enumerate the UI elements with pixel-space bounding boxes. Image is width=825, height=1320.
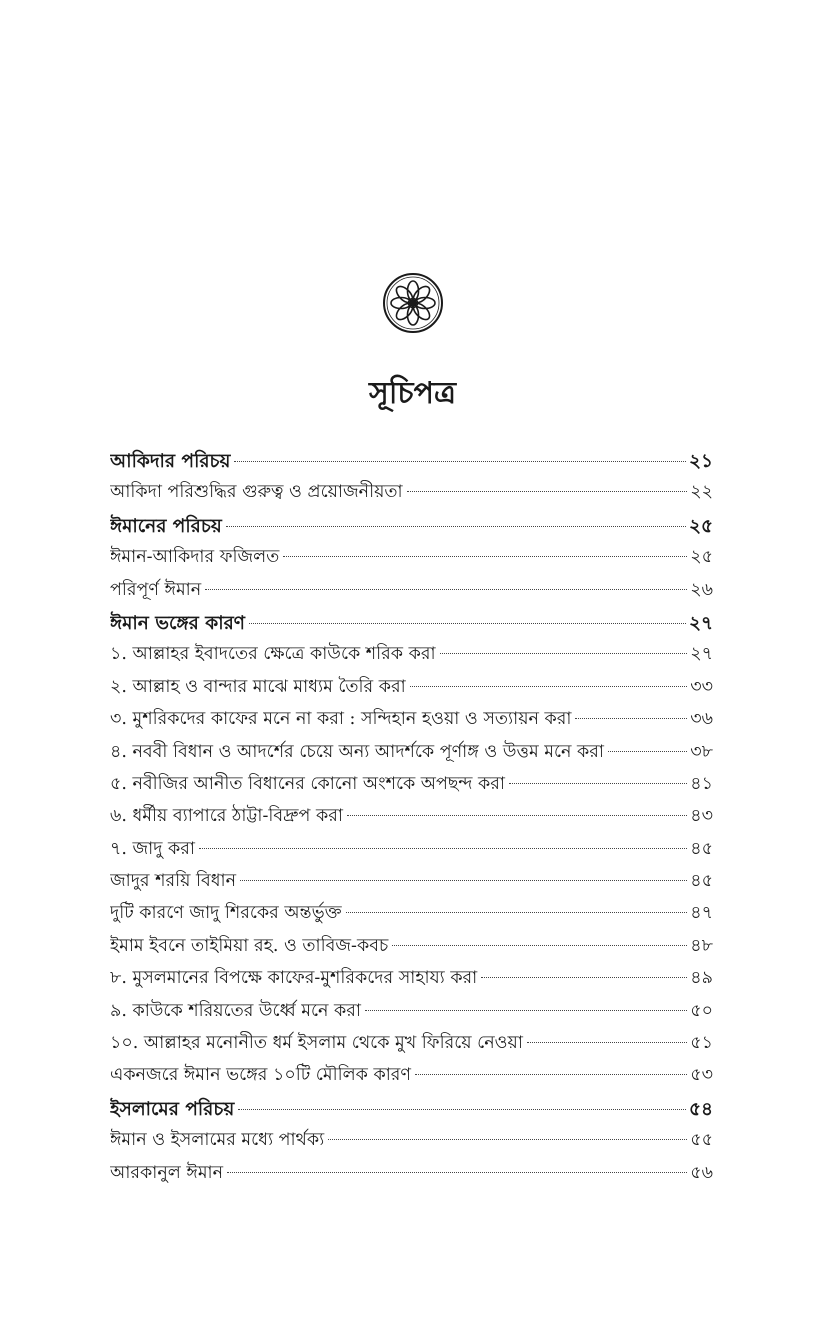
toc-page-number: ২২	[690, 482, 713, 503]
toc-entry-row	[110, 965, 713, 997]
toc-dot-leader	[249, 623, 686, 624]
toc-entry-row	[110, 836, 713, 868]
toc-page-number: ৫৫	[690, 1130, 713, 1151]
toc-page-number: ৫৪	[688, 1098, 713, 1120]
toc-page-number: ৩৮	[690, 741, 713, 762]
toc-page-number: ৩৬	[690, 709, 713, 730]
toc-page-number: ৪৫	[690, 838, 713, 859]
toc-entry-title: পরিপূর্ণ ঈমান	[110, 579, 202, 600]
toc-entry-title: ৩. মুশরিকদের কাফের মনে না করা : সন্দিহান হওয়া ও সত্যায়ন করা	[110, 709, 572, 730]
toc-entry-row	[110, 1030, 713, 1062]
toc-entry-title: ১. আল্লাহর ইবাদতের ক্ষেত্রে কাউকে শরিক করা	[110, 644, 436, 665]
toc-dot-leader	[226, 526, 686, 527]
toc-page-number: ৫৩	[690, 1065, 713, 1086]
toc-section-row	[110, 447, 713, 479]
toc-entry-row	[110, 577, 713, 609]
toc-page-number: ৪৫	[690, 871, 713, 892]
toc-entry-row	[110, 998, 713, 1030]
toc-dot-leader	[240, 880, 687, 881]
toc-entry-title: ৯. কাউকে শরিয়তের উর্ধ্বে মনে করা	[110, 1000, 361, 1021]
toc-entry-title: ঈমানের পরিচয়	[110, 515, 222, 537]
toc-entry-title: দুটি কারণে জাদু শিরকের অন্তর্ভুক্ত	[110, 903, 342, 924]
toc-dot-leader	[481, 977, 687, 978]
toc-entry-title: ২. আল্লাহ ও বান্দার মাঝে মাধ্যম তৈরি করা	[110, 676, 406, 697]
toc-entry-row	[110, 479, 713, 511]
toc-entry-row	[110, 1062, 713, 1094]
toc-dot-leader	[509, 783, 687, 784]
toc-page-number: ২৭	[688, 612, 713, 634]
toc-entry-row	[110, 771, 713, 803]
toc-section-row	[110, 1095, 713, 1127]
toc-entry-title: ৮. মুসলমানের বিপক্ষে কাফের-মুশরিকদের সাহায্য করা	[110, 968, 478, 989]
toc-dot-leader	[407, 491, 688, 492]
table-of-contents	[110, 447, 713, 1192]
toc-entry-title: ১০. আল্লাহর মনোনীত ধর্ম ইসলাম থেকে মুখ ফিরিয়ে নেওয়া	[110, 1033, 523, 1054]
flower-rosette-icon	[382, 272, 444, 334]
toc-page-number: ৫৬	[690, 1162, 713, 1183]
toc-dot-leader	[575, 718, 687, 719]
toc-dot-leader	[440, 653, 688, 654]
toc-page-number: ৫০	[690, 1000, 713, 1021]
toc-dot-leader	[347, 815, 687, 816]
toc-entry-title: ৪. নববী বিধান ও আদর্শের চেয়ে অন্য আদর্শকে পূর্ণাঙ্গ ও উত্তম মনে করা	[110, 741, 604, 762]
toc-dot-leader	[392, 945, 687, 946]
toc-dot-leader	[415, 1074, 687, 1075]
toc-page-number: ২৬	[690, 579, 713, 600]
toc-dot-leader	[410, 686, 688, 687]
toc-dot-leader	[365, 1010, 687, 1011]
toc-page-number: ৫১	[690, 1033, 713, 1054]
toc-entry-title: ইমাম ইবনে তাইমিয়া রহ. ও তাবিজ-কবচ	[110, 935, 389, 956]
toc-entry-row	[110, 868, 713, 900]
toc-page-number: ২৭	[690, 644, 713, 665]
toc-dot-leader	[283, 556, 687, 557]
toc-section-row	[110, 609, 713, 641]
toc-entry-row	[110, 900, 713, 932]
toc-entry-title: ইসলামের পরিচয়	[110, 1098, 235, 1120]
toc-entry-title: আরকানুল ঈমান	[110, 1162, 224, 1183]
toc-entry-title: ঈমান-আকিদার ফজিলত	[110, 547, 280, 568]
toc-dot-leader	[527, 1042, 687, 1043]
toc-dot-leader	[608, 751, 687, 752]
toc-dot-leader	[234, 461, 686, 462]
toc-entry-row	[110, 1160, 713, 1192]
toc-page-number: ৪১	[690, 773, 713, 794]
toc-entry-title: আকিদার পরিচয়	[110, 451, 231, 472]
toc-entry-title: ৫. নবীজির আনীত বিধানের কোনো অংশকে অপছন্দ করা	[110, 773, 505, 794]
toc-entry-row	[110, 739, 713, 771]
toc-entry-row	[110, 933, 713, 965]
toc-entry-row	[110, 803, 713, 835]
toc-entry-title: ৭. জাদু করা	[110, 838, 195, 859]
toc-entry-title: ঈমান ভঙ্গের কারণ	[110, 612, 245, 634]
page-title: সূচিপত্র	[369, 376, 456, 411]
toc-entry-row	[110, 1127, 713, 1159]
toc-page-number: ৪৩	[690, 806, 713, 827]
toc-page-number: ৪৮	[690, 935, 713, 956]
toc-entry-row	[110, 641, 713, 673]
toc-entry-row	[110, 544, 713, 576]
toc-entry-title: জাদুর শরয়ি বিধান	[110, 871, 237, 892]
toc-entry-title: ঈমান ও ইসলামের মধ্যে পার্থক্য	[110, 1130, 325, 1151]
toc-entry-row	[110, 674, 713, 706]
toc-dot-leader	[205, 589, 687, 590]
toc-dot-leader	[199, 848, 687, 849]
toc-entry-title: আকিদা পরিশুদ্ধির গুরুত্ব ও প্রয়োজনীয়তা	[110, 482, 403, 503]
toc-page-number: ২১	[688, 451, 713, 472]
toc-entry-title: ৬. ধর্মীয় ব্যাপারে ঠাট্টা-বিদ্রুপ করা	[110, 806, 343, 827]
toc-entry-row	[110, 706, 713, 738]
toc-page-number: ২৫	[688, 515, 713, 537]
toc-section-row	[110, 512, 713, 544]
toc-page-number: ৪৯	[690, 968, 713, 989]
toc-entry-title: একনজরে ঈমান ভঙ্গের ১০টি মৌলিক কারণ	[110, 1065, 412, 1086]
toc-dot-leader	[227, 1172, 687, 1173]
toc-dot-leader	[238, 1109, 686, 1110]
toc-page-number: ২৫	[690, 547, 713, 568]
toc-dot-leader	[328, 1139, 687, 1140]
toc-page-number: ৪৭	[690, 903, 713, 924]
toc-dot-leader	[346, 912, 688, 913]
toc-page-number: ৩৩	[690, 676, 713, 697]
